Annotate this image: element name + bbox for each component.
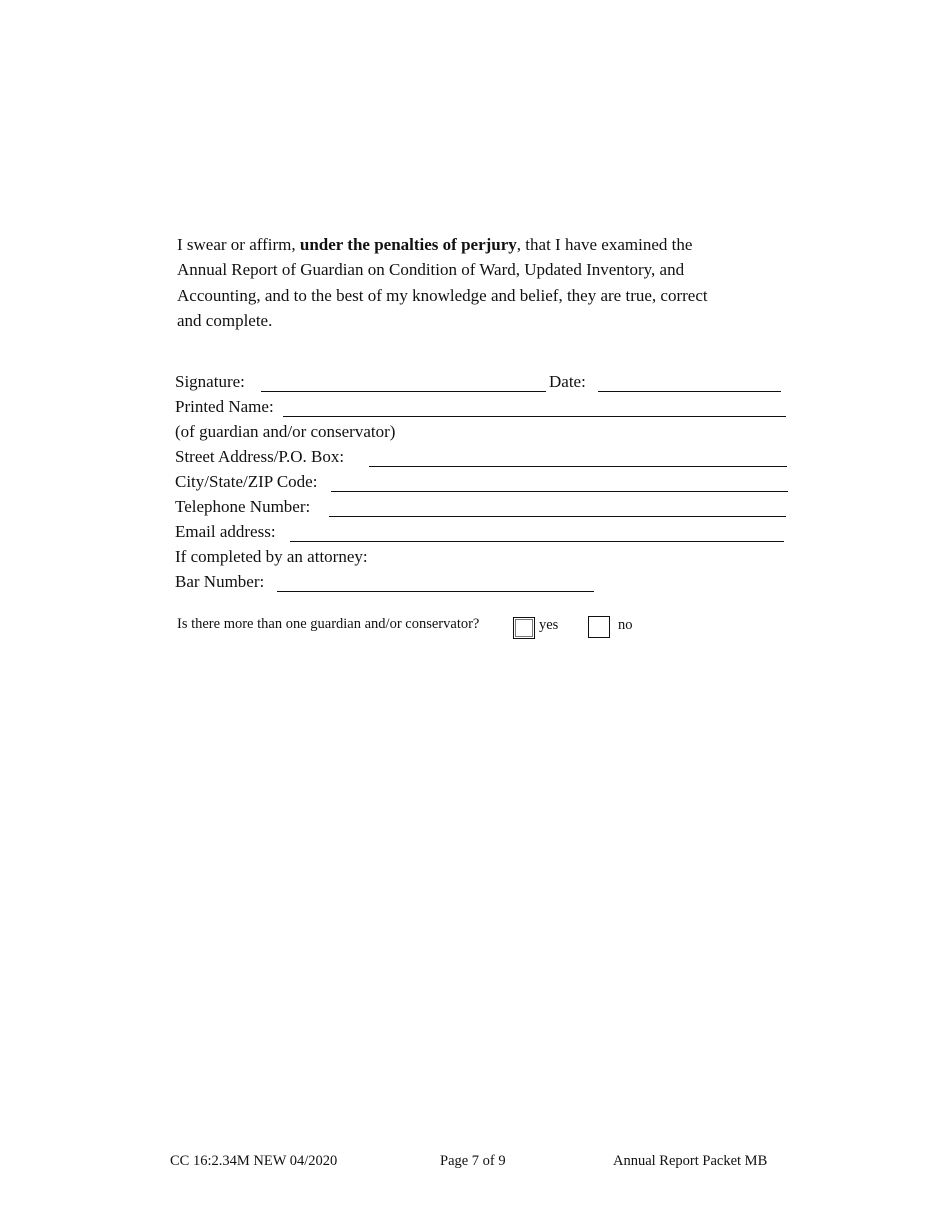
date-label: Date: bbox=[549, 372, 586, 391]
printed-name-label: Printed Name: bbox=[175, 397, 274, 416]
affirmation-line-1: I swear or affirm, under the penalties of perjury, that I have examined the bbox=[177, 235, 693, 254]
perjury-emphasis: under the penalties of perjury bbox=[299, 235, 517, 254]
printed-name-row bbox=[175, 397, 790, 422]
bar-number-field[interactable] bbox=[277, 591, 594, 592]
attorney-note: If completed by an attorney: bbox=[175, 547, 368, 566]
footer-packet-name: Annual Report Packet MB bbox=[613, 1153, 768, 1169]
street-address-label: Street Address/P.O. Box: bbox=[175, 447, 345, 466]
street-address-row bbox=[175, 447, 790, 472]
telephone-field[interactable] bbox=[329, 516, 786, 517]
city-state-zip-field[interactable] bbox=[331, 491, 788, 492]
street-address-field[interactable] bbox=[369, 466, 787, 467]
affirmation-line-4: and complete. bbox=[177, 310, 273, 330]
affirmation-line-3: Accounting, and to the best of my knowledge and belief, they are true, correct bbox=[177, 285, 708, 305]
guardian-note: (of guardian and/or conservator) bbox=[175, 422, 396, 441]
printed-name-field[interactable] bbox=[283, 416, 786, 417]
bar-number-label: Bar Number: bbox=[175, 572, 265, 591]
email-row bbox=[175, 522, 790, 547]
no-label: no bbox=[618, 617, 633, 633]
affirmation-statement bbox=[177, 232, 777, 333]
telephone-label: Telephone Number: bbox=[175, 497, 311, 516]
no-checkbox[interactable] bbox=[588, 616, 610, 638]
city-state-zip-label: City/State/ZIP Code: bbox=[175, 472, 318, 491]
bar-number-row bbox=[175, 572, 790, 597]
email-label: Email address: bbox=[175, 522, 276, 541]
email-field[interactable] bbox=[290, 541, 784, 542]
signature-row bbox=[175, 372, 790, 397]
signature-field[interactable] bbox=[261, 391, 546, 392]
affirmation-line-2: Annual Report of Guardian on Condition of Ward, Updated Inventory, and bbox=[177, 260, 685, 280]
signature-label: Signature: bbox=[175, 372, 245, 391]
footer-form-code: CC 16:2.34M NEW 04/2020 bbox=[170, 1153, 338, 1169]
yes-label: yes bbox=[539, 617, 559, 633]
footer-page-number: Page 7 of 9 bbox=[440, 1153, 506, 1169]
city-state-zip-row bbox=[175, 472, 790, 497]
multiple-guardian-question: Is there more than one guardian and/or conservator? bbox=[177, 616, 480, 632]
telephone-row bbox=[175, 497, 790, 522]
date-field[interactable] bbox=[598, 391, 781, 392]
yes-checkbox[interactable] bbox=[513, 617, 535, 639]
